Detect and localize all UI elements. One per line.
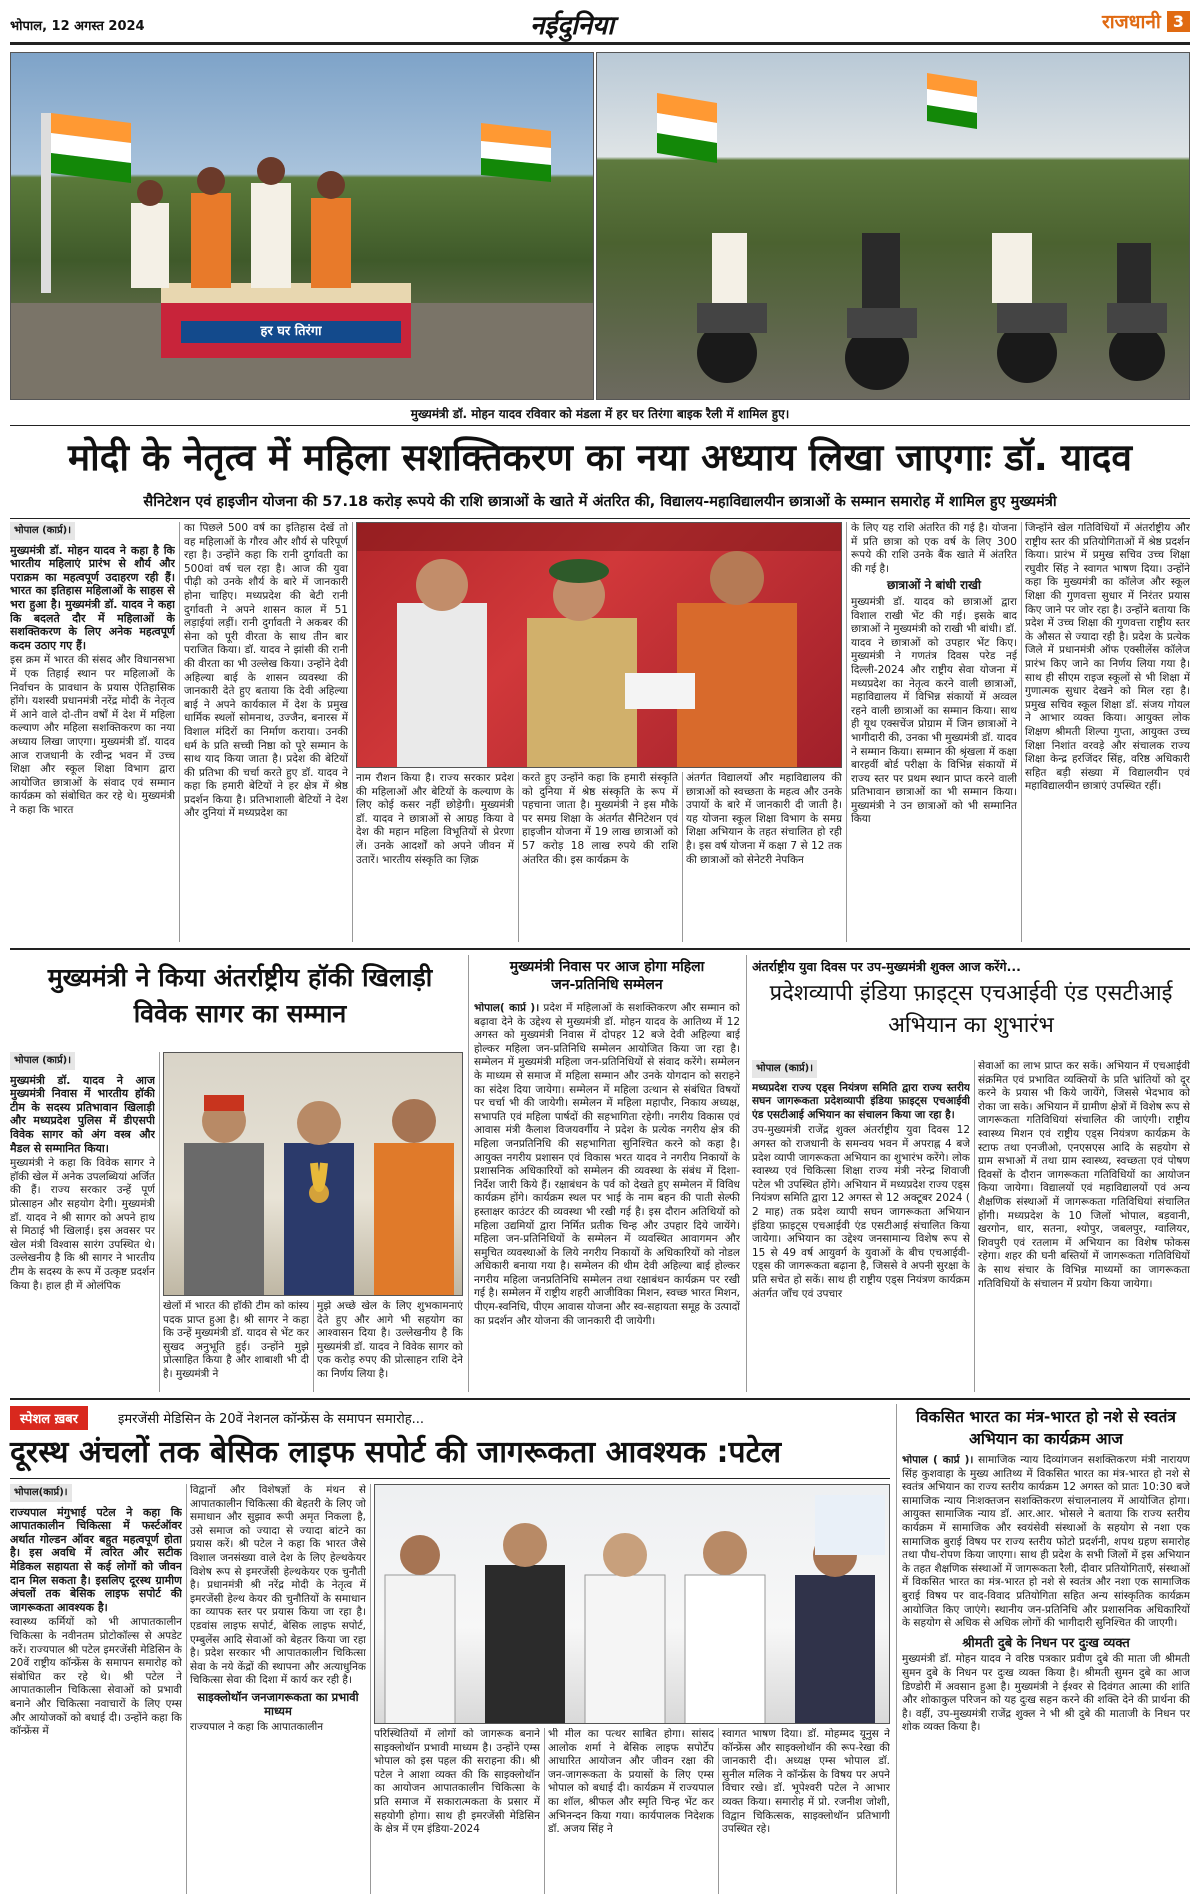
col-divider [896,1404,897,1894]
special-column-4 [548,1728,714,1894]
special-column-3 [374,1728,540,1894]
hiv-intro: मध्यप्रदेश राज्य एड्स नियंत्रण समिति द्वारा राज्य स्तरीय सघन जागरूकता प्रदेशव्यापी इंडिया फ़ाइट्स एचआईवी एंड एसटीआई अभियान का संचालन किया जा रहा है। [752,1081,970,1121]
lead-column-4 [522,772,678,942]
felicitation-illustration [357,523,842,768]
special-body-3: राज्यपाल ने कहा कि आपातकालीन [190,1721,324,1734]
newspaper-logo: नईदुनिया [530,11,614,41]
top-photo-caption: मुख्यमंत्री डॉ. मोहन यादव रविवार को मंडला में हर घर तिरंगा बाइक रैली में शामिल हुए। [410,407,790,421]
lead-column-6 [851,522,1017,942]
hockey-column-3 [317,1300,463,1392]
lead-column-7 [1025,522,1190,942]
col-divider [746,955,747,1392]
obituary-text: मुख्यमंत्री डॉ. मोहन यादव ने वरिष्ठ पत्रकार प्रवीण दुबे की माता जी श्रीमती सुमन दुबे के निधन पर दुःख व्यक्त किया है। श्रीमती सुमन दुबे का आज डिण्डोरी में अवसान हुआ है। मुख्यमंत्री ने ईश्वर से दिवंगत आत्मा की शांति और शोकाकुल परिजन को यह दुःख सहन करने की शक्ति देने की प्रार्थना की है। वहीं, उप-मुख्यमंत्री राजेंद्र शुक्ल ने भी श्री दुबे की माताजी के निधन पर शोक व्यक्त किया है। [902,1653,1190,1734]
hockey-body-3: मुझे अच्छे खेल के लिए शुभकामनाएं देते हुए और आगे भी सहयोग का आश्वासन दिया है। उल्लेखनीय है कि मुख्यमंत्री डॉ. यादव ने विवेक सागर को एक करोड़ रुपए की प्रोत्साहन राशि देने का निर्णय लिया है। [317,1300,463,1380]
col-divider [682,772,683,942]
mahila-kicker [474,958,740,994]
viksit-body [902,1454,1190,1894]
bike-rally-illustration [597,53,1190,400]
banner-text: हर घर तिरंगा [260,324,322,339]
special-column-5 [722,1728,890,1894]
col-divider [313,1300,314,1392]
mahila-body [474,1002,740,1392]
col-divider [352,522,353,942]
special-body-2: विद्वानों और विशेषज्ञों के मंथन से आपातकालीन चिकित्सा की बेहतरी के लिए जो समाधान और सुझाव रूपी अमृत निकला है, उसे समाज को ज्यादा से ज्यादा बांटने का प्रयास करें। श्री पटेल ने कहा कि भारत जैसे विशाल जनसंख्या वाले देश के लिए हेल्थकेयर विशेष रूप से इमरजेंसी हेल्थकेयर एक चुनौती है। प्रधानमंत्री श्री नरेंद्र मोदी के नेतृत्व में इमरजेंसी हेल्थ केयर की चुनौतियों के समाधान का व्यापक स्तर पर प्रयास किया जा रहा है। एडवांस लाइफ सपोर्ट, बेसिक लाइफ सपोर्ट, एम्बुलेंस आदि सेवाओं को बेहतर किया जा रहा है। प्रदेश सरकार भी आपातकालीन चिकित्सा सेवा के नये केंद्रों की स्थापना और अत्याधुनिक चिकित्सा सेवा की दिशा में कार्य कर रही है। [190,1484,366,1687]
section-label [1102,8,1190,34]
hockey-byline: भोपाल (कार्प्र)। [10,1052,75,1070]
viksit-text: सामाजिक न्याय दिव्यांगजन सशक्तिकरण मंत्री नारायण सिंह कुशवाहा के मुख्य आतिथ्य में विकसित भारत का मंत्र-भारत हो नशे से स्वतंत्र अभियान का राज्य स्तरीय कार्यक्रम 12 अगस्त को प्रातः 10:30 बजे सामाजिक न्याय निःशक्तजन सशक्तिकरण संचालनालय में आयोजित होगा। आयुक्त सामाजिक न्याय डॉ. आर.आर. भोसले ने बताया कि राज्य स्तरीय कार्यक्रम में सामाजिक और स्वयंसेवी संस्थाओं के सहयोग से नशा एक सामाजिक बुराई विषय पर राज्य स्तरीय फोटो प्रदर्शनी, शपथ ग्रहण समारोह तथा पौध-रोपण किया जाएगा। साथ ही प्रदेश के सभी जिलों में इस अभियान के तहत शैक्षणिक संस्थाओं में जागरूकता रैली, दीवार प्रतियोगिताएँ, संस्थाओं में विकसित भारत का मंत्र-भारत हो नशे से स्वतंत्र और नशा एक सामाजिक बुराई विषय पर वाद-विवाद प्रतियोगिता सहित अन्य सांस्कृतिक कार्यक्रम आयोजित किए जाएंगे। स्थानीय जन-प्रतिनिधि और प्रशासनिक अधिकारियों के सहयोग से अधिक से अधिक लोगों की भागीदारी सुनिश्चित की जाएगी। [902,1454,1190,1630]
lead-column-2 [184,522,348,942]
top-photo-left [10,52,594,400]
lead-photo [356,522,842,768]
hiv-column-2 [978,1060,1190,1392]
rakhi-subhead: छात्राओं ने बांधी राखी [886,578,982,593]
caption-rule [10,425,1190,426]
har-ghar-tiranga-banner [181,321,401,343]
col-divider [370,1484,371,1894]
lead-body-5: अंतर्गत विद्यालयों और महाविद्यालय की छात्राओं को स्वच्छता के महत्व और उनके उपायों के बारे में जानकारी दी जाती है। यह योजना स्कूल शिक्षा विभाग के समग्र शिक्षा अभियान के तहत संचालित हो रही है। इस वर्ष योजना में कक्षा 7 से 12 तक की छात्राओं को सेनेटरी नेपकिन [686,772,842,866]
special-body: स्वास्थ्य कर्मियों को भी आपातकालीन चिकित्सा के नवीनतम प्रोटोकॉल्स से अपडेट करें। राज्यपाल श्री पटेल इमरजेंसी मेडिसिन के 20वें राष्ट्रीय कॉन्फ्रेंस के समापन समारोह को संबोधित कर रहे थे। श्री पटेल ने आपातकालीन चिकित्सा सेवाओं को प्रभावी बनाने और चिकित्सा नवाचारों के लिए एम्स और आयोजकों को बधाई दी। उन्होंने कहा कि कॉन्फ्रेंस में [10,1616,182,1738]
lead-column-5 [686,772,842,942]
hiv-body: उप-मुख्यमंत्री राजेंद्र शुक्ल अंतर्राष्ट्रीय युवा दिवस 12 अगस्त को राजधानी के समन्वय भवन में अपराह्न 4 बजे प्रदेश व्यापी जागरूकता अभियान का शुभारंभ करेंगे। लोक स्वास्थ्य एवं चिकित्सा शिक्षा राज्य मंत्री नरेन्द्र शिवाजी पटेल भी उपस्थित होंगे। अभियान में मध्यप्रदेश राज्य एड्स नियंत्रण समिति द्वारा 12 अगस्त से 12 अक्टूबर 2024 ( 2 माह) तक प्रदेश व्यापी सघन जागरूकता अभियान इंडिया फ़ाइट्स एचआईवी एंड एसटीआई संचालित किया जायेगा। अभियान का उद्देश्य जनसामान्य विशेष रूप से 15 से 49 वर्ष आयुवर्ग के युवाओं के बीच एचआईवी-एड्स की जागरूकता बढ़ाना है, जिससे वे अपनी सुरक्षा के प्रति सचेत हो सकें। साथ ही राष्ट्रीय एड्स नियंत्रण कार्यक्रम अंतर्गत जाँच एवं उपचार [752,1124,970,1300]
masthead-rule [10,42,1190,45]
col-divider [186,1484,187,1894]
special-tag: स्पेशल ख़बर [10,1406,88,1430]
lead-byline: भोपाल (कार्प्र)। [10,522,75,540]
hockey-body-2: खेलों में भारत की हॉकी टीम को कांस्य पदक प्राप्त हुआ है। श्री सागर ने कहा कि उन्हें मुख्यमंत्री डॉ. यादव से भेंट कर सुखद अनुभूति हुई। उन्होंने मुझे प्रोत्साहित किया है और शाबाशी भी दी है। मुख्यमंत्री ने [163,1300,309,1380]
hockey-photo [163,1052,463,1296]
hiv-byline: भोपाल (कार्प्र)। [752,1060,817,1078]
col-divider [159,1052,160,1392]
lead-deck: सैनिटेशन एवं हाइजीन योजना की 57.18 करोड़ रूपये की राशि छात्राओं के खाते में अंतरित की, विद्यालय-महाविद्यालयीन छात्राओं के सम्मान समारोह में शामिल हुए मुख्यमंत्री [143,494,1057,510]
col-divider [846,522,847,942]
col-divider [518,772,519,942]
section-rule [10,1398,1190,1400]
lead-body-3: नाम रौशन किया है। राज्य सरकार प्रदेश की महिलाओं और बेटियों के कल्याण के लिए कोई कसर नहीं छोड़ेगी। मुख्यमंत्री डॉ. यादव ने छात्राओं से आग्रह किया वे देश की महान महिला विभूतियों से प्रेरणा लें। उनके आदर्शों को अपने जीवन में उतारें। भारतीय संस्कृति का ज़िक्र [356,772,514,866]
special-body-5: भी मील का पत्थर साबित होगा। सांसद आलोक शर्मा ने बेसिक लाइफ सपोर्टेप आधारित आयोजन और जीवन रक्षा की जन-जागरूकता के प्रयासों के लिए एम्स भोपाल को बधाई दी। कार्यक्रम में राज्यपाल का शॉल, श्रीफल और स्मृति चिन्ह भेंट कर अभिनन्दन किया गया। कार्यपालक निदेशक डॉ. अजय सिंह ने [548,1728,714,1836]
lead-body-6: के लिए यह राशि अंतरित की गई है। योजना में प्रति छात्रा को एक वर्ष के लिए 300 रूपये की राशि उनके बैंक खाते में अंतरित की गई है। [851,522,1017,575]
col-divider [1021,522,1022,942]
special-intro: राज्यपाल मंगुभाई पटेल ने कहा कि आपातकालीन चिकित्सा में फर्स्टऑवर अर्थात गोल्डन ऑवर बहुत महत्वपूर्ण होता है। इस अवधि में त्वरित और सटीक मेडिकल सहायता से कई लोगों को जीवन दान मिल सकता है। इसलिए दूरस्थ ग्रामीण अंचलों तक बेसिक लाइफ सपोर्ट की जागरूकता आवश्यक है। [10,1505,182,1614]
hiv-column-1 [752,1060,970,1392]
lead-body-4: करते हुए उन्होंने कहा कि हमारी संस्कृति को दुनिया में श्रेष्ठ संस्कृति के रूप में पहचाना जाता है। मुख्यमंत्री ने इस मौके पर समग्र शिक्षा के अंतर्गत सैनिटेशन एवं हाइजीन योजना में 19 लाख छात्राओं को 57 करोड़ 18 लाख रुपये की राशि अंतरित की। इस कार्यक्रम के [522,772,678,866]
hiv-headline: प्रदेशव्यापी इंडिया फ़ाइट्स एचआईवी एंड एसटीआई अभियान का शुभारंभ [769,981,1173,1038]
special-column-1 [10,1484,182,1894]
col-divider [179,522,180,942]
hiv-body-2: सेवाओं का लाभ प्राप्त कर सकें। अभियान में एचआईवी संक्रमित एवं प्रभावित व्यक्तियों के प्रति भ्रांतियों को दूर करने के प्रयास भी किये जायेंगे, जिससे भेदभाव को रोका जा सके। अभियान में ग्रामीण क्षेत्रों में विशेष रूप से जागरूकता गतिविधियां संचालित की जाएंगी। राष्ट्रीय स्वास्थ्य मिशन एवं राष्ट्रीय एड्स नियंत्रण कार्यक्रम के स्टाफ तथा एनजीओ, एनएसएस आदि के सहयोग से ग्राम सभाओं में तथा ग्राम स्वास्थ्य, स्वच्छता एवं पोषण दिवसों के दौरान जागरूकता गतिविधियों का आयोजन किया जायेगा। विद्यालयों एवं महाविद्यालयों एवं अन्य शैक्षणिक संस्थाओं में जागरूकता गतिविधियां संचालित होंगी। मध्यप्रदेश के 10 जिलों भोपाल, बड़वानी, खरगोन, धार, सतना, श्योपुर, जबलपुर, ग्वालियर, शिवपुरी एवं रतलाम में अभियान का विशेष फोकस रहेगा। शहर की घनी बस्तियों में जागरूकता गतिविधियों के साथ संचार के विभिन्न माध्यमों का जागरूकता गतिविधियों के संचालन में प्रयोग किया जायेगा। [978,1060,1190,1290]
mahila-kicker-line-2: जन-प्रतिनिधि सम्मेलन [551,977,663,993]
viksit-headline: विकसित भारत का मंत्र-भारत हो नशे से स्वतंत्र अभियान का कार्यक्रम आज [916,1408,1176,1448]
hockey-body: मुख्यमंत्री ने कहा कि विवेक सागर ने हॉकी खेल में अनेक उपलब्धियां अर्जित की हैं। राज्य सरकार उन्हें पूर्ण प्रोत्साहन और सहयोग देगी। मुख्यमंत्री डॉ. यादव ने श्री सागर को अपने हाथ से मिठाई भी खिलाई। इस अवसर पर खेल मंत्री विश्वास सारंग उपस्थित थे। उल्लेखनीय है कि श्री सागर ने भारतीय टीम के सदस्य के रूप में उत्कृष्ट प्रदर्शन किया है। हाल ही में ओलंपिक [10,1157,155,1292]
special-kicker: इमरजेंसी मेडिसिन के 20वें नेशनल कॉन्फ्रेंस के समापन समारोह... [118,1412,425,1427]
mahila-byline: भोपाल( कार्प्र )। [474,1002,540,1014]
section-name: राजधानी [1101,11,1161,33]
col-divider [974,1060,975,1392]
conference-illustration [375,1485,890,1724]
lead-body-7: मुख्यमंत्री डॉ. यादव को छात्राओं द्वारा विशाल राखी भेंट की गई। इसके बाद छात्राओं ने मुख्यमंत्री को राखी भी बांधी। डॉ. यादव ने छात्राओं को उपहार भेंट किए। मुख्यमंत्री ने गणतंत्र दिवस परेड नई दिल्ली-2024 और राष्ट्रीय सेवा योजना में मध्यप्रदेश का नेतृत्व करने वाली छात्राओं, महाविद्यालय में विभिन्न संकायों में अव्वल रहने वाली छात्राओं का सम्मान किया। साथ ही यूथ एक्सचेंज प्रोग्राम में जिन छात्राओं ने भागीदारी की, उनका भी मुख्यमंत्री डॉ. यादव ने सम्मान किया। सम्मान की श्रृंखला में कक्षा बारहवीं बोर्ड परीक्षा के विभिन्न संकायों में राज्य स्तर पर प्रथम स्थान प्राप्त करने वाली प्रतिभावान छात्राओं का भी सम्मान किया। मुख्यमंत्री ने उन छात्राओं को भी सम्मानित किया [851,595,1017,826]
lead-body-1: इस क्रम में भारत की संसद और विधानसभा में एक तिहाई स्थान पर महिलाओं के निर्वाचन के प्रावधान के प्रयास ऐतिहासिक होंगे। यशस्वी प्रधानमंत्री नरेंद्र मोदी के नेतृत्व में आने वाले दो-तीन वर्षों में देश में महिला कल्याण और महिला सशक्तिकरण का नया अध्याय लिखा जाएगा। मुख्यमंत्री डॉ. यादव आज राजधानी के रवीन्द्र भवन में उच्च शिक्षा और स्कूल शिक्षा विभाग द्वारा आयोजित छात्राओं के संवाद एवं सम्मान कार्यक्रम को संबोधित कर रहे थे। मुख्यमंत्री ने कहा कि भारत [10,654,175,816]
hockey-column-1 [10,1052,155,1392]
hockey-felicitation-illustration [164,1053,463,1296]
lead-body-2: का पिछले 500 वर्ष का इतिहास देखें तो वह महिलाओं के गौरव और शौर्य से परिपूर्ण रहा है। उन्होंने कहा कि रानी दुर्गावती का 500वां वर्ष चल रहा है। आज की युवा पीढ़ी को उनके शौर्य के बारे में जानकारी होना चाहिए। मध्यप्रदेश की बेटी रानी दुर्गावती ने अपने शासन काल में 51 लड़ाईयां लड़ीं। रानी दुर्गावती ने अकबर की सेना को पूरी वीरता के साथ तीन बार पराजित किया। डॉ. यादव ने झांसी की रानी की वीरता का भी उल्लेख किया। उन्होंने देवी अहिल्या बाई के शासन व्यवस्था की जानकारी देते हुए बताया कि देवी अहिल्या बाई ने अपने कार्यकाल में देश के प्रमुख धार्मिक स्थलों सोमनाथ, उज्जैन, बनारस में विशाल मंदिरों का निर्माण कराया। उनकी धर्म के प्रति सच्ची निष्ठा को पूरे सम्मान के साथ याद किया जाता है। प्रदेश की बेटियों की प्रतिभा की चर्चा करते हुए डॉ. यादव ने कहा कि हमारी बेटियों ने हर क्षेत्र में श्रेष्ठ प्रदर्शन किया है। प्रतिभाशाली बेटियों ने देश और दुनियां में मध्यप्रदेश का [184,522,348,820]
page-number: 3 [1167,11,1190,32]
special-byline: भोपाल(कार्प्र)। [10,1484,72,1502]
special-headline: दूरस्थ अंचलों तक बेसिक लाइफ सपोर्ट की जागरूकता आवश्यक :पटेल [10,1435,782,1470]
special-rule [10,1478,890,1479]
special-column-2 [190,1484,366,1894]
special-body-6: स्वागत भाषण दिया। डॉ. मोहम्मद यूनुस ने कॉन्फ्रेंस और साइक्लोथॉन की रूप-रेखा की जानकारी दी। अध्यक्ष एम्स भोपाल डॉ. सुनील मलिक ने कॉन्फ्रेंस के विषय पर अपने विचार रखे। डॉ. भूपेश्वरी पटेल ने आभार व्यक्त किया। समारोह में प्रो. रजनीश जोशी, विद्वान चिकित्सक, साइक्लोथॉन प्रतिभागी उपस्थित रहे। [722,1728,890,1836]
col-divider [468,955,469,1392]
col-divider [718,1728,719,1894]
hockey-headline: मुख्यमंत्री ने किया अंतर्राष्ट्रीय हॉकी खिलाड़ी विवेक सागर का सम्मान [47,963,433,1028]
lead-headline: मोदी के नेतृत्व में महिला सशक्तिकरण का नया अध्याय लिखा जाएगाः डॉ. यादव [68,436,1132,479]
masthead-date: भोपाल, 12 अगस्त 2024 [10,19,145,34]
cyclothon-subhead: साइक्लोथॉन जनजागरूकता का प्रभावी माध्यम [197,1689,359,1718]
col-divider [544,1728,545,1894]
lead-column-3 [356,772,514,942]
special-photo [374,1484,890,1724]
special-body-4: परिस्थितियों में लोगों को जागरूक बनाने साइक्लोथॉन प्रभावी माध्यम है। उन्होंने एम्स भोपाल को इस पहल की सराहना की। श्री पटेल ने आशा व्यक्त की कि साइक्लोथॉन का आयोजन आपातकालीन चिकित्सा के प्रति समाज में सकारात्मकता के प्रसार में सहयोगी होगा। साथ ही इमरजेंसी मेडिसिन के क्षेत्र में एम इंडिया-2024 [374,1728,540,1836]
hockey-intro: मुख्यमंत्री डॉ. यादव ने आज मुख्यमंत्री निवास में भारतीय हॉकी टीम के सदस्य प्रतिभावान खिलाड़ी और मध्यप्रदेश पुलिस में डीएसपी विवेक सागर को अंग वस्त्र और मैडल से सम्मानित किया। [10,1073,155,1155]
viksit-byline: भोपाल ( कार्प्र )। [902,1454,974,1466]
obituary-subhead: श्रीमती दुबे के निधन पर दुःख व्यक्त [962,1635,1130,1651]
section-rule [10,948,1190,950]
masthead [10,6,1190,42]
hiv-kicker: अंतर्राष्ट्रीय युवा दिवस पर उप-मुख्यमंत्री शुक्ल आज करेंगे... [752,959,1021,974]
mahila-kicker-line-1: मुख्यमंत्री निवास पर आज होगा महिला [509,959,705,975]
rally-vehicle-illustration [11,53,594,400]
mahila-text: प्रदेश में महिलाओं के सशक्तिकरण और सम्मान को बढ़ावा देने के उद्देश्य से मुख्यमंत्री डॉ. मोहन यादव के आतिथ्य में 12 अगस्त को मुख्यमंत्री निवास में दोपहर 12 बजे देवी अहिल्या बाई होल्कर महिला जन-प्रतिनिधि सम्मेलन आयोजित किया जा रहा है। सम्मेलन में मुख्यमंत्री महिला जन-प्रतिनिधियों से संवाद करेंगे। सम्मेलन के माध्यम से समाज में महिला सम्मान और उनके योगदान को सराहने का संदेश दिया जायेगा। सम्मेलन में महिला उत्थान से संबंधित विषयों पर चर्चा भी की जायेगी। सम्मेलन में महिला महापौर, निकाय अध्यक्ष, सभापति एवं महिला पार्षदों की सहभागिता रहेगी। नगरीय विकास एवं आवास मंत्री कैलाश विजयवर्गीय ने प्रदेश के प्रत्येक नगरीय क्षेत्र की महिला जनप्रतिनिधि की सहभागिता सुनिश्चित करने को कहा है। आयुक्त नगरीय प्रशासन एवं विकास भरत यादव ने नगरीय निकायों के प्रशासनिक अधिकारियों को सम्मेलन की व्यवस्था के संबंध में दिशा-निर्देश जारी किये हैं। रक्षाबंधन के पर्व को देखते हुए सम्मेलन में विविध कार्यक्रम होंगे। कार्यक्रम स्थल पर भाई के नाम बहन की पाती सेल्फी हस्ताक्षर काउंटर की व्यवस्था भी रखी गई है। इस दौरान अतिथियों को महिला उद्यमियों द्वारा निर्मित प्रतीक चिन्ह और उपहार दिये जायेंगे। महिला जन-प्रतिनिधियों के सम्मेलन में व्यवस्थित आवागमन और समुचित व्यवस्थाओं के लिये नगरीय निकायों के अधिकारियों को नोडल अधिकारी बनाया गया है। सम्मेलन की थीम देवी अहिल्या बाई होल्कर नगरीय महिला जनप्रतिनिधि सम्मेलन तथा रक्षाबंधन कार्यक्रम पर रखी गई है। सम्मेलन में राष्ट्रीय शहरी आजीविका मिशन, स्वच्छ भारत मिशन, पीएम-स्वनिधि, पीएम आवास योजना और स्व-सहायता समूह के उत्पादों का प्रदर्शन और योजना की जानकारी दी जायेगी। [474,1002,740,1327]
lead-column-1 [10,522,175,942]
top-photo-right [596,52,1190,400]
hockey-column-2 [163,1300,309,1392]
lead-intro: मुख्यमंत्री डॉ. मोहन यादव ने कहा है कि भारतीय महिलाएं प्रारंभ से शौर्य और पराक्रम का महत्वपूर्ण उदाहरण रही हैं। भारत का इतिहास महिलाओं के साहस से भरा हुआ है। मुख्यमंत्री डॉ. यादव ने कहा कि बदलते दौर में महिलाओं के सशक्तिकरण के लिए अनेक महत्वपूर्ण कदम उठाए गए हैं। [10,543,175,652]
deck-rule [10,518,1190,519]
lead-body-8: जिन्होंने खेल गतिविधियों में अंतर्राष्ट्रीय और राष्ट्रीय स्तर की प्रतियोगिताओं में श्रेष्ठ प्रदर्शन किया। प्रारंभ में प्रमुख सचिव उच्च शिक्षा रघुवीर सिंह ने स्वागत भाषण दिया। उन्होंने कहा कि मुख्यमंत्री का कॉलेज और स्कूल शिक्षा की गुणवत्ता सुधार में निरंतर प्रयास किए जाने पर जोर रहा है। उन्होंने बताया कि प्रदेश में उच्च शिक्षा की गुणवत्ता राष्ट्रीय स्तर के औसत से ज्यादा रही है। प्रदेश के प्रत्येक जिले में प्रधानमंत्री ऑफ एक्सीलेंस कॉलेज प्रारंभ किए जाने का निर्णय लिया गया है। साथ ही सीएम राइज स्कूलों से भी शिक्षा में गुणात्मक सुधार देखने को मिल रहा है। प्रमुख सचिव स्कूल शिक्षा डॉ. संजय गोयल ने आभार व्यक्त किया। आयुक्त लोक शिक्षण श्रीमती शिल्पा गुप्ता, आयुक्त उच्च शिक्षा निशांत वरवड़े और संचालक राज्य शिक्षा केन्द्र हरजिंदर सिंह, वरिष्ठ अधिकारी सहित बड़ी संख्या में विद्यालयीन एवं महाविद्यालयीन छात्राएं उपस्थित रहीं। [1025,522,1190,793]
